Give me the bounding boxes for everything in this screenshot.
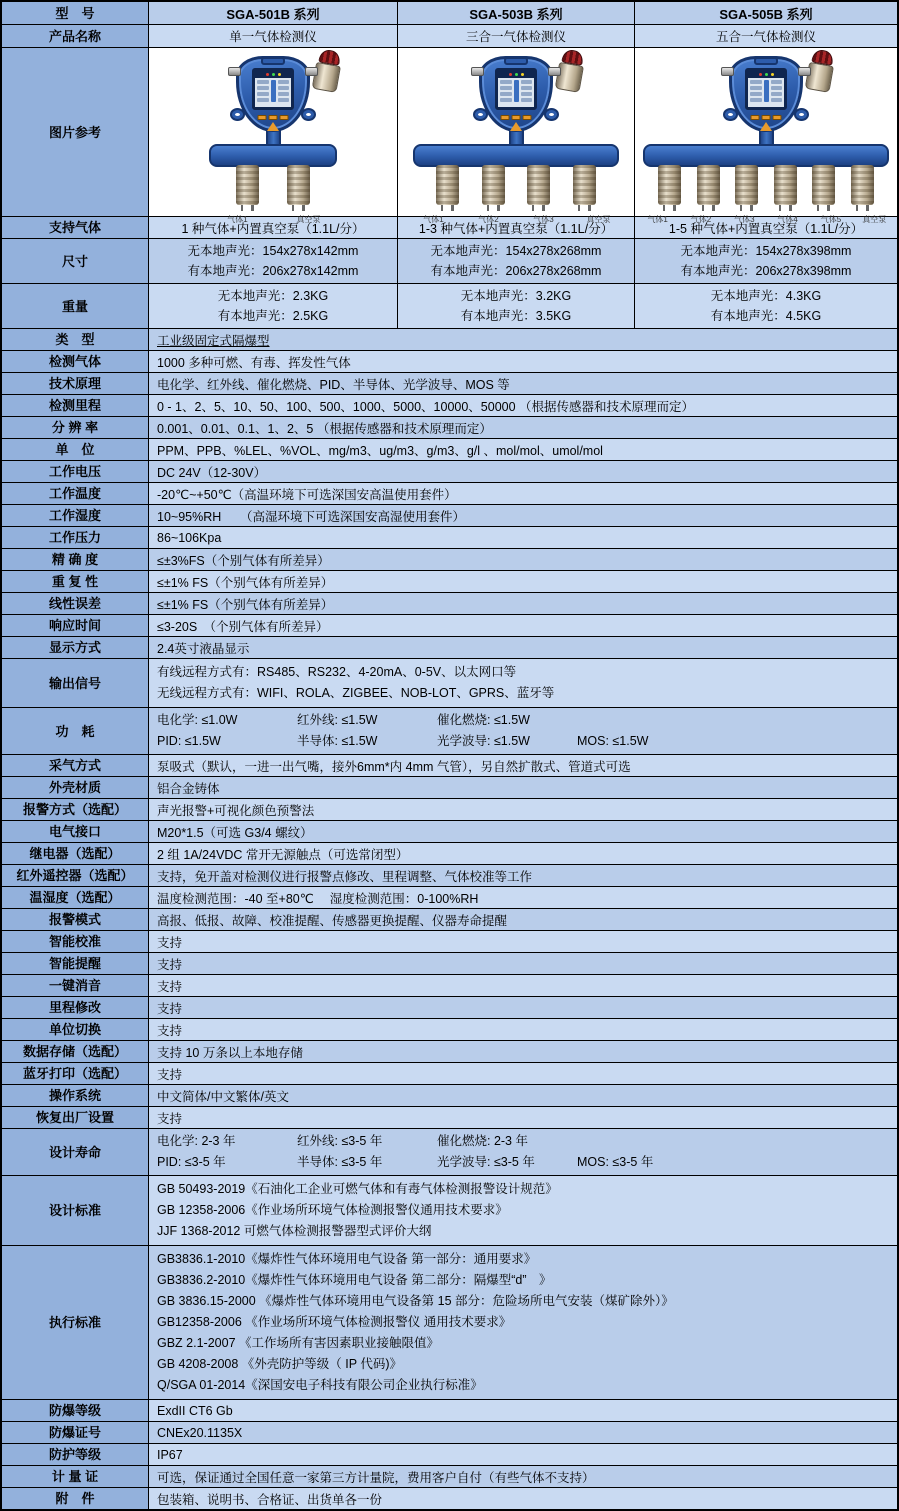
spec-label: 数据存储（选配） xyxy=(2,1041,148,1062)
spec-value-line: JJF 1368-2012 可燃气体检测报警器型式评价大纲 xyxy=(157,1224,432,1238)
spec-label: 继电器（选配） xyxy=(2,843,148,864)
spec-value-line xyxy=(149,1152,897,1173)
spec-value-text: 电化学、红外线、催化燃烧、PID、半导体、光学波导、MOS 等 xyxy=(157,377,510,392)
spec-value-text: 支持 xyxy=(157,1001,183,1016)
spec-label: 工作湿度 xyxy=(2,505,148,526)
spec-label: 防护等级 xyxy=(2,1444,148,1465)
spec-row xyxy=(2,373,897,395)
image-reference-label: 图片参考 xyxy=(2,48,148,216)
sensor-label: 气体1 xyxy=(423,215,444,224)
spec-value-segment: 光学波导: ≤1.5W xyxy=(437,734,530,748)
spec-label: 附 件 xyxy=(2,1488,148,1509)
spec-label: 温湿度（选配） xyxy=(2,887,148,908)
spec-value xyxy=(148,1488,897,1509)
gas-detector-illustration xyxy=(635,48,897,224)
spec-value-text: 86~106Kpa xyxy=(157,530,222,545)
sensor-cylinder-icon xyxy=(236,165,259,205)
spec-label: 采气方式 xyxy=(2,755,148,776)
spec-value-segment: 红外线: ≤3-5 年 xyxy=(297,1134,383,1148)
spec-label: 显示方式 xyxy=(2,637,148,658)
spec-label: 操作系统 xyxy=(2,1085,148,1106)
spec-value xyxy=(148,777,897,798)
spec-value xyxy=(148,351,897,372)
spec-value-text: -20℃~+50℃（高温环境下可选深国安高温使用套件） xyxy=(157,487,457,502)
spec-row xyxy=(2,439,897,461)
sensor-cylinder-icon xyxy=(812,165,835,205)
spec-value-line: 有本地声光：206x278x142mm xyxy=(187,264,359,278)
spec-value-segment: 电化学: ≤1.0W xyxy=(157,713,238,727)
spec-row xyxy=(2,777,897,799)
spec-value-text: PPM、PPB、%LEL、%VOL、mg/m3、ug/m3、g/m3、g/l 、mol/mol、umol/mol xyxy=(157,443,603,458)
header-row xyxy=(2,2,897,25)
spec-label: 工作温度 xyxy=(2,483,148,504)
spec-label: 外壳材质 xyxy=(2,777,148,798)
sensor-cylinder-icon xyxy=(774,165,797,205)
spec-value xyxy=(148,373,897,394)
spec-label: 响应时间 xyxy=(2,615,148,636)
spec-value-line: 无本地声光：154x278x268mm xyxy=(430,244,602,258)
model-header-label: 型 号 xyxy=(2,2,148,24)
spec-label: 一键消音 xyxy=(2,975,148,996)
spec-value-line xyxy=(149,731,897,752)
spec-value xyxy=(634,284,897,328)
spec-value-text: 支持，免开盖对检测仪进行报警点修改、里程调整、气体校准等工作 xyxy=(157,869,533,884)
spec-value-text: ≤3-20S （个别气体有所差异） xyxy=(157,619,329,634)
spec-value xyxy=(634,239,897,283)
spec-value-line: GB 3836.15-2000 《爆炸性气体环境用电气设备第 15 部分：危险场所电气安装（煤矿除外）》 xyxy=(157,1294,674,1308)
sensor-manifold xyxy=(413,144,619,167)
spec-value xyxy=(397,239,634,283)
spec-value: 1-3 种气体+内置真空泵（1.1L/分） xyxy=(397,217,634,238)
spec-row xyxy=(2,1466,897,1488)
spec-value-segment: 电化学: 2-3 年 xyxy=(157,1134,236,1148)
spec-value-line: GBZ 2.1-2007 《工作场所有害因素职业接触限值》 xyxy=(157,1336,439,1350)
spec-value-line: GB3836.2-2010《爆炸性气体环境用电气设备 第二部分：隔爆型“d” 》 xyxy=(157,1273,552,1287)
detector-head xyxy=(729,56,803,132)
spec-label: 检测气体 xyxy=(2,351,148,372)
spec-value xyxy=(148,1129,897,1175)
spec-label: 检测里程 xyxy=(2,395,148,416)
spec-label: 里程修改 xyxy=(2,997,148,1018)
spec-value-text: 0.001、0.01、0.1、1、2、5 （根据传感器和技术原理而定） xyxy=(157,421,492,436)
sensor-manifold xyxy=(643,144,889,167)
spec-value-text: 包装箱、说明书、合格证、出货单各一份 xyxy=(157,1492,383,1507)
spec-value xyxy=(148,1107,897,1128)
spec-row xyxy=(2,708,897,755)
spec-value-text: 2 组 1A/24VDC 常开无源触点（可选常闭型） xyxy=(157,847,409,862)
spec-value-line: 无本地声光：154x278x142mm xyxy=(187,244,359,258)
spec-row xyxy=(2,417,897,439)
spec-label: 支持气体 xyxy=(2,217,148,238)
spec-value xyxy=(148,637,897,658)
spec-value-segment: PID: ≤3-5 年 xyxy=(157,1155,226,1169)
spec-row xyxy=(2,1063,897,1085)
spec-value xyxy=(397,284,634,328)
spec-value-segment xyxy=(577,1131,897,1152)
spec-value xyxy=(148,439,897,460)
spec-label: 执行标准 xyxy=(2,1246,148,1399)
sensor-label: 气体4 xyxy=(777,215,798,224)
spec-value-text: 支持 xyxy=(157,957,183,972)
lcd-screen-icon xyxy=(252,68,294,110)
spec-label: 报警模式 xyxy=(2,909,148,930)
spec-row xyxy=(2,1019,897,1041)
spec-row xyxy=(2,483,897,505)
spec-row xyxy=(2,461,897,483)
product-name-1: 单一气体检测仪 xyxy=(148,25,397,47)
product-name-row xyxy=(2,25,897,48)
spec-value-text: 可选，保证通过全国任意一家第三方计量院，费用客户自付（有些气体不支持） xyxy=(157,1470,595,1485)
spec-label: 计 量 证 xyxy=(2,1466,148,1487)
spec-value-segment: PID: ≤1.5W xyxy=(157,734,221,748)
spec-row xyxy=(2,395,897,417)
spec-value-text: M20*1.5（可选 G3/4 螺纹） xyxy=(157,825,313,840)
spec-value xyxy=(148,593,897,614)
spec-row xyxy=(2,865,897,887)
spec-label: 分 辨 率 xyxy=(2,417,148,438)
spec-label: 精 确 度 xyxy=(2,549,148,570)
sensor-label: 气体5 xyxy=(820,215,842,224)
spec-value-text: 支持 xyxy=(157,979,183,994)
spec-value-line: 无本地声光：3.2KG xyxy=(460,289,572,303)
spec-value xyxy=(148,931,897,952)
sensor-cylinder-icon xyxy=(658,165,681,205)
spec-value xyxy=(148,975,897,996)
spec-value xyxy=(148,708,897,754)
spec-label: 工作压力 xyxy=(2,527,148,548)
spec-value-text: 0 - 1、2、5、10、50、100、500、1000、5000、10000、50000 （根据传感器和技术原理而定） xyxy=(157,399,695,414)
spec-value-text: 支持 xyxy=(157,935,183,950)
spec-label: 工作电压 xyxy=(2,461,148,482)
spec-label: 恢复出厂设置 xyxy=(2,1107,148,1128)
spec-row xyxy=(2,593,897,615)
spec-row xyxy=(2,615,897,637)
spec-row xyxy=(2,997,897,1019)
spec-value-line: 有本地声光：3.5KG xyxy=(460,309,572,323)
spec-value-text: 支持 xyxy=(157,1067,183,1082)
sensor-cylinder-icon xyxy=(735,165,758,205)
spec-value xyxy=(148,615,897,636)
device-image-five-in-one xyxy=(634,48,897,224)
sensor-label: 气体3 xyxy=(734,215,755,224)
spec-value-text: 高报、低报、故障、校准提醒、传感器更换提醒、仪器寿命提醒 xyxy=(157,913,508,928)
spec-label: 类 型 xyxy=(2,329,148,350)
spec-label: 尺寸 xyxy=(2,239,148,283)
series-header-1: SGA-501B 系列 xyxy=(148,2,397,24)
spec-value xyxy=(148,239,397,283)
spec-value-text: 铝合金铸体 xyxy=(157,781,220,796)
spec-value xyxy=(148,395,897,416)
sensor-label: 气体2 xyxy=(690,215,712,224)
spec-value-segment xyxy=(577,710,897,731)
spec-row xyxy=(2,1041,897,1063)
spec-row xyxy=(2,1246,897,1400)
spec-row xyxy=(2,351,897,373)
spec-value-line: 有线远程方式有：RS485、RS232、4-20mA、0-5V、以太网口等 xyxy=(157,665,517,679)
sensor-label: 真空泵 xyxy=(586,215,611,224)
device-image-single xyxy=(148,48,397,224)
spec-value-line: GB 12358-2006《作业场所环境气体检测报警仪通用技术要求》 xyxy=(157,1203,508,1217)
spec-value xyxy=(148,1444,897,1465)
spec-value-text: 10~95%RH （高湿环境下可选深国安高湿使用套件） xyxy=(157,509,466,524)
spec-value xyxy=(148,1422,897,1443)
spec-row xyxy=(2,953,897,975)
spec-rows-container xyxy=(2,217,897,1509)
sensor-label: 真空泵 xyxy=(862,215,887,224)
spec-value-text: CNEx20.1135X xyxy=(157,1425,243,1440)
spec-row xyxy=(2,843,897,865)
spec-label: 重量 xyxy=(2,284,148,328)
spec-value-line: GB3836.1-2010《爆炸性气体环境用电气设备 第一部分：通用要求》 xyxy=(157,1252,537,1266)
spec-value xyxy=(148,997,897,1018)
spec-value-line xyxy=(149,1131,897,1152)
spec-value-segment: 半导体: ≤1.5W xyxy=(297,734,378,748)
series-header-3: SGA-505B 系列 xyxy=(634,2,897,24)
sensor-cylinder-icon xyxy=(527,165,550,205)
image-reference-row xyxy=(2,48,897,224)
spec-value xyxy=(148,821,897,842)
spec-label: 红外遥控器（选配） xyxy=(2,865,148,886)
spec-row xyxy=(2,931,897,953)
spec-value-text: DC 24V（12-30V） xyxy=(157,465,267,480)
spec-label: 重 复 性 xyxy=(2,571,148,592)
spec-value xyxy=(148,659,897,707)
spec-value xyxy=(148,527,897,548)
spec-value-text: ≤±1% FS（个别气体有所差异） xyxy=(157,597,334,612)
sensor-cylinder-icon xyxy=(482,165,505,205)
spec-value-text: 声光报警+可视化颜色预警法 xyxy=(157,803,315,818)
spec-row xyxy=(2,975,897,997)
spec-label: 设计寿命 xyxy=(2,1129,148,1175)
spec-value-text: 工业级固定式隔爆型 xyxy=(157,333,270,348)
sensor-cylinder-icon xyxy=(436,165,459,205)
detector-head xyxy=(479,56,553,132)
spec-value-line: GB 50493-2019《石油化工企业可燃气体和有毒气体检测报警设计规范》 xyxy=(157,1182,558,1196)
spec-value-text: 温度检测范围：-40 至+80℃ 湿度检测范围：0-100%RH xyxy=(157,891,479,906)
product-name-2: 三合一气体检测仪 xyxy=(397,25,634,47)
spec-label: 防爆等级 xyxy=(2,1400,148,1421)
spec-value-segment: 光学波导: ≤3-5 年 xyxy=(437,1155,535,1169)
spec-row xyxy=(2,239,897,284)
spec-value-text: 2.4英寸液晶显示 xyxy=(157,641,250,656)
spec-value-line: GB 4208-2008 《外壳防护等级（ IP 代码)》 xyxy=(157,1357,402,1371)
spec-label: 输出信号 xyxy=(2,659,148,707)
spec-value xyxy=(148,887,897,908)
spec-value-line xyxy=(149,710,897,731)
spec-label: 智能校准 xyxy=(2,931,148,952)
spec-value-line: 有本地声光：2.5KG xyxy=(217,309,329,323)
spec-value-segment: 催化燃烧: 2-3 年 xyxy=(437,1134,528,1148)
spec-value-line: 有本地声光：206x278x398mm xyxy=(680,264,852,278)
spec-value xyxy=(148,1063,897,1084)
detector-head xyxy=(236,56,310,132)
spec-label: 蓝牙打印（选配） xyxy=(2,1063,148,1084)
spec-label: 单 位 xyxy=(2,439,148,460)
spec-row xyxy=(2,329,897,351)
spec-row xyxy=(2,1422,897,1444)
lcd-screen-icon xyxy=(745,68,787,110)
sensor-label: 气体1 xyxy=(227,215,248,224)
spec-value xyxy=(148,865,897,886)
spec-value xyxy=(148,1085,897,1106)
spec-value xyxy=(148,755,897,776)
spec-row xyxy=(2,755,897,777)
spec-value-text: IP67 xyxy=(157,1447,183,1462)
spec-value xyxy=(148,1246,897,1399)
spec-row xyxy=(2,549,897,571)
device-image-three-in-one xyxy=(397,48,634,224)
sensor-cylinder-icon xyxy=(573,165,596,205)
gas-detector-illustration xyxy=(149,48,397,224)
spec-row xyxy=(2,527,897,549)
spec-value-line: 有本地声光：206x278x268mm xyxy=(430,264,602,278)
spec-row xyxy=(2,799,897,821)
spec-row xyxy=(2,1107,897,1129)
spec-value xyxy=(148,1400,897,1421)
spec-value-segment: 半导体: ≤3-5 年 xyxy=(297,1155,383,1169)
series-header-2: SGA-503B 系列 xyxy=(397,2,634,24)
spec-value xyxy=(148,1041,897,1062)
sensor-label: 气体3 xyxy=(533,215,554,224)
spec-row xyxy=(2,821,897,843)
spec-value xyxy=(148,909,897,930)
spec-value-text: 1000 多种可燃、有毒、挥发性气体 xyxy=(157,355,351,370)
spec-value-segment: 催化燃烧: ≤1.5W xyxy=(437,713,530,727)
spec-value-text: ≤±3%FS（个别气体有所差异） xyxy=(157,553,330,568)
spec-value-text: 中文简体/中文繁体/英文 xyxy=(157,1089,289,1104)
sensor-manifold xyxy=(209,144,337,167)
spec-label: 线性误差 xyxy=(2,593,148,614)
spec-value xyxy=(148,417,897,438)
spec-label: 技术原理 xyxy=(2,373,148,394)
spec-value-text: 支持 xyxy=(157,1023,183,1038)
spec-value: 1 种气体+内置真空泵（1.1L/分） xyxy=(148,217,397,238)
spec-row xyxy=(2,1444,897,1466)
spec-row xyxy=(2,909,897,931)
gas-detector-illustration xyxy=(398,48,634,224)
spec-value xyxy=(148,505,897,526)
spec-label: 设计标准 xyxy=(2,1176,148,1245)
sensor-cylinder-icon xyxy=(287,165,310,205)
spec-label: 报警方式（选配） xyxy=(2,799,148,820)
sensor-label: 真空泵 xyxy=(296,215,321,224)
spec-value-line: 无本地声光：4.3KG xyxy=(710,289,822,303)
sensor-label: 气体1 xyxy=(647,215,668,224)
spec-value xyxy=(148,571,897,592)
spec-row xyxy=(2,1176,897,1246)
spec-label: 智能提醒 xyxy=(2,953,148,974)
spec-value xyxy=(148,329,897,350)
spec-row xyxy=(2,637,897,659)
spec-value xyxy=(148,1466,897,1487)
spec-value-line: 有本地声光：4.5KG xyxy=(710,309,822,323)
spec-value-line: 无本地声光：154x278x398mm xyxy=(680,244,852,258)
spec-row xyxy=(2,505,897,527)
spec-value-line: 无线远程方式有：WIFI、ROLA、ZIGBEE、NOB-LOT、GPRS、蓝牙等 xyxy=(157,686,555,700)
spec-value-text: ExdII CT6 Gb xyxy=(157,1403,233,1418)
spec-row xyxy=(2,284,897,329)
spec-row xyxy=(2,571,897,593)
product-name-label: 产品名称 xyxy=(2,25,148,47)
spec-value-text: ≤±1% FS（个别气体有所差异） xyxy=(157,575,334,590)
spec-value xyxy=(148,843,897,864)
spec-row xyxy=(2,1085,897,1107)
spec-value-text: 支持 xyxy=(157,1111,183,1126)
spec-value-segment: 红外线: ≤1.5W xyxy=(297,713,378,727)
spec-value-segment: MOS: ≤3-5 年 xyxy=(577,1155,654,1169)
spec-value-line: Q/SGA 01-2014《深国安电子科技有限公司企业执行标准》 xyxy=(157,1378,483,1392)
spec-value xyxy=(148,953,897,974)
spec-label: 电气接口 xyxy=(2,821,148,842)
product-name-3: 五合一气体检测仪 xyxy=(634,25,897,47)
spec-label: 功 耗 xyxy=(2,708,148,754)
sensor-cylinder-icon xyxy=(697,165,720,205)
spec-value xyxy=(148,483,897,504)
spec-row xyxy=(2,659,897,708)
spec-label: 单位切换 xyxy=(2,1019,148,1040)
spec-value xyxy=(148,461,897,482)
spec-value xyxy=(148,549,897,570)
spec-value-text: 泵吸式（默认，一进一出气嘴，接外6mm*内 4mm 气管），另自然扩散式、管道式可选 xyxy=(157,759,631,774)
sensor-cylinder-icon xyxy=(851,165,874,205)
spec-value-text: 支持 10 万条以上本地存储 xyxy=(157,1045,303,1060)
spec-value-line: 无本地声光：2.3KG xyxy=(217,289,329,303)
spec-value xyxy=(148,1176,897,1245)
sensor-label: 气体2 xyxy=(478,215,499,224)
spec-row xyxy=(2,1400,897,1422)
spec-row xyxy=(2,1129,897,1176)
spec-value: 1-5 种气体+内置真空泵（1.1L/分） xyxy=(634,217,897,238)
spec-label: 防爆证号 xyxy=(2,1422,148,1443)
spec-value xyxy=(148,1019,897,1040)
spec-value-line: GB12358-2006 《作业场所环境气体检测报警仪 通用技术要求》 xyxy=(157,1315,512,1329)
spec-value xyxy=(148,799,897,820)
spec-row xyxy=(2,1488,897,1509)
spec-value xyxy=(148,284,397,328)
spec-value-segment: MOS: ≤1.5W xyxy=(577,734,649,748)
spec-row xyxy=(2,887,897,909)
lcd-screen-icon xyxy=(495,68,537,110)
